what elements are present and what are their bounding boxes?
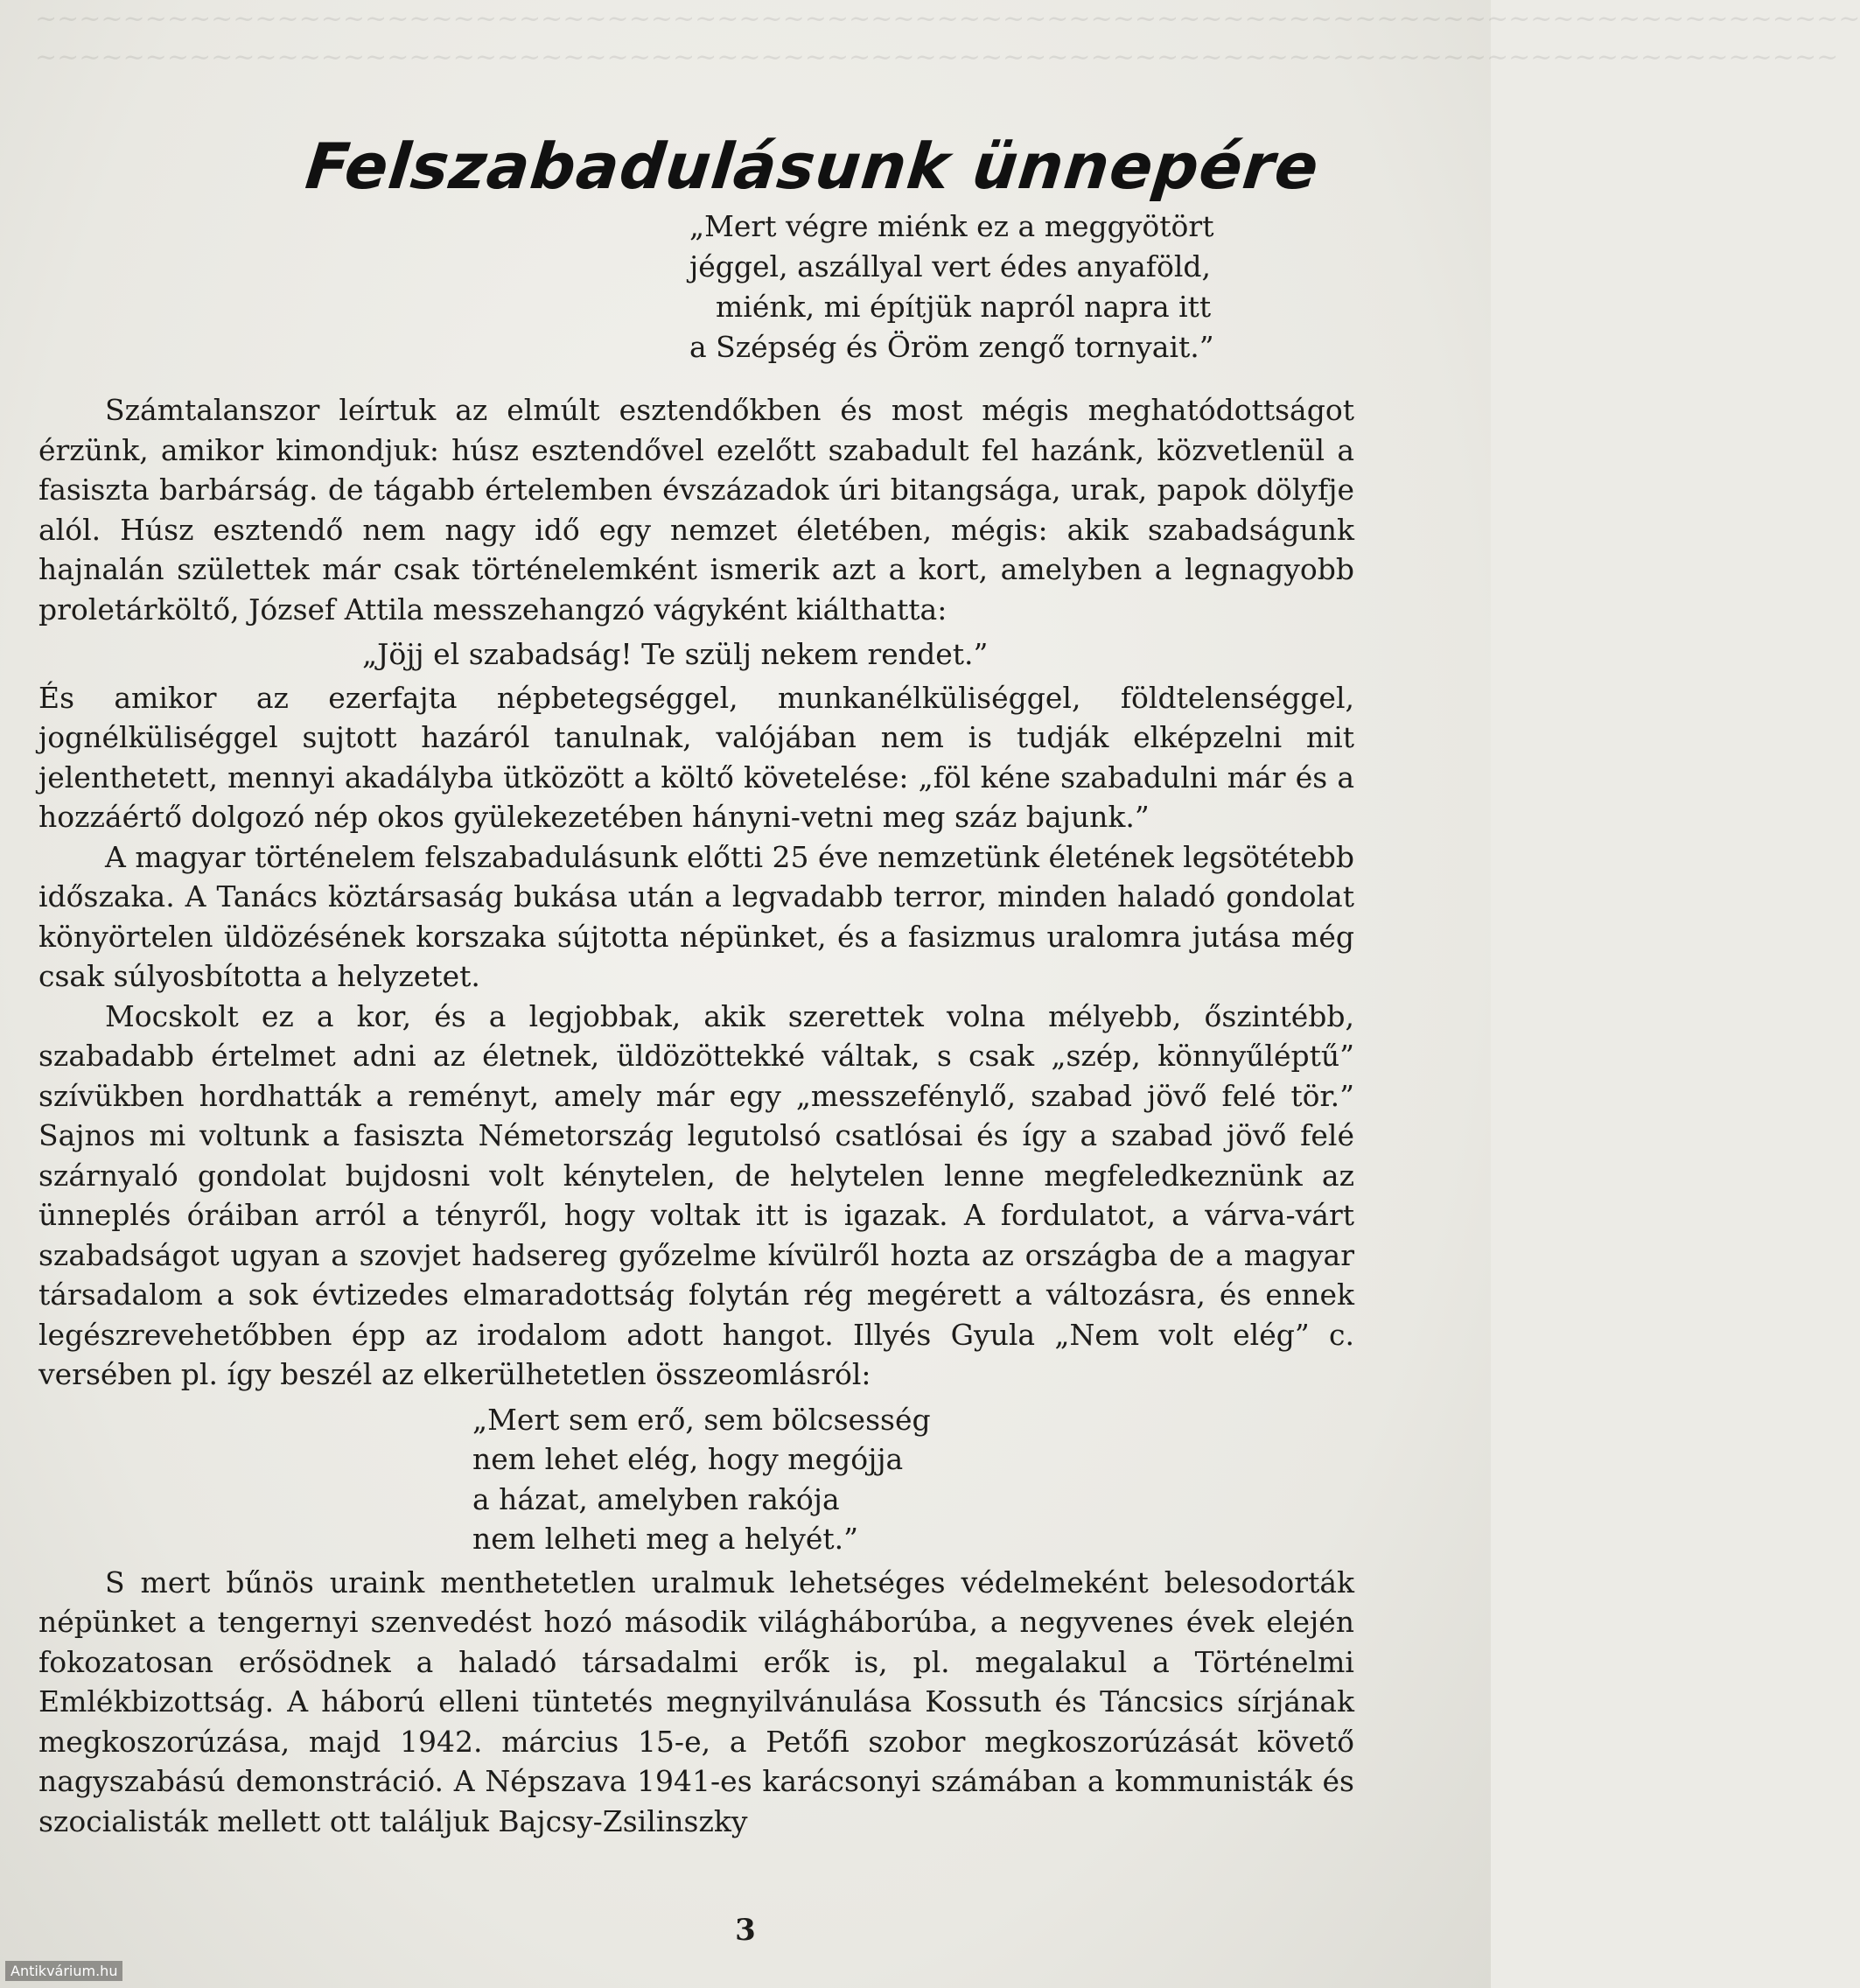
verse-line: „Mert sem erő, sem bölcsesség [472,1402,931,1437]
paragraph-3: A magyar történelem felszabadulásunk előtti 25 éve nemzetünk életének legsötétebb időszaka. A Tanács köztársaság bukása után a legvadabb terror, minden haladó gondolat könyörtelen üldözésének korszaka sújtotta népünket, és a fasizmus uralomra jutása még csak súlyosbította a helyzetet. [38,839,1354,993]
motto-line: „Mert végre miénk ez a meggyötört [689,209,1214,243]
page-number: 3 [735,1913,756,1948]
paragraph-5: S mert bűnös uraink menthetetlen uralmuk lehetséges védelmeként belesodorták népünket a tengernyi szenvedést hozó második világháborúba, a negyvenes évek elején fokozatosan erősödnek a haladó társadalmi erők is, pl. megalakul a Történelmi Emlékbizottság. A háború elleni tüntetés megnyilvánulása Kossuth és Táncsics sírjának megkoszorúzása, majd 1942. március 15-e, a Petőfi szobor megkoszorúzását követő nagyszabású demonstráció. A Népszava 1941-es karácsonyi számában a kommunisták és szocialisták mellett ott találjuk Bajcsy-Zsilinszky [38,1564,1354,1838]
motto-line: jéggel, aszállyal vert édes anyaföld, [689,249,1212,284]
article-title: Felszabadulásunk ünnepére [302,130,1323,204]
article-body [38,390,1354,1841]
quote-jozsef-attila: „Jöjj el szabadság! Te szülj nekem rendet.” [362,637,989,671]
watermark: Antikvárium.hu [5,1961,122,1981]
paragraph-1: Számtalanszor leírtuk az elmúlt esztendőkben és most mégis meghatódottságot érzünk, amikor kimondjuk: húsz esztendővel ezelőtt szabadult fel hazánk, közvetlenül a fasiszta barbárság. de tágabb értelemben évszázadok úri bitangsága, urak, papok dölyfje alól. Húsz esztendő nem nagy idő egy nemzet életében, mégis: akik szabadságunk hajnalán születtek már csak történelemként ismerik azt a kort, amelyben a legnagyobb proletárköltő, József Attila messzehangzó vágyként kiálthatta: [38,393,1354,626]
verse-line: nem lehet elég, hogy megójja [472,1442,904,1476]
paragraph-2: És amikor az ezerfajta népbetegséggel, munkanélküliséggel, földtelenséggel, jognélküliséggel sujtott hazáról tanulnak, valójában nem is tudják elképzelni mit jelenthetett, mennyi akadályba ütközött a költő követelése: „föl kéne szabadulni már és a hozzáértő dolgozó nép okos gyülekezetében hányni-vetni meg száz bajunk.” [38,680,1354,834]
verse-line: a házat, amelyben rakója [472,1481,840,1516]
paragraph-4: Mocskolt ez a kor, és a legjobbak, akik szerettek volna mélyebb, őszintébb, szabadabb értelmet adni az életnek, üldözöttekké váltak, s csak „szép, könnyűléptű” szívükben hordhatták a reményt, amely már egy „messzefénylő, szabad jövő felé tör.” Sajnos mi voltunk a fasiszta Németország legutolsó csatlósai és így a szabad jövő felé szárnyaló gondolat bujdosni volt kénytelen, de helytelen lenne megfeledkeznünk az ünneplés óráiban arról a tényről, hogy voltak itt is igazak. A fordulatot, a várva-várt szabadságot ugyan a szovjet hadsereg győzelme kívülről hozta az országba de a magyar társadalom a sok évtizedes elmaradottság folytán rég megérett a változásra, és ennek legészrevehetőbben épp az irodalom adott hangot. Illyés Gyula „Nem volt elég” c. versében pl. így beszél az elkerülhetetlen összeomlásról: [38,998,1354,1391]
verse-illyes [38,1400,1354,1559]
motto-quote [689,206,1319,368]
verse-line: nem lelheti meg a helyét.” [472,1522,859,1556]
motto-line: a Szépség és Öröm zengő tornyait.” [689,330,1214,364]
motto-line: miénk, mi építjük napról napra itt [716,290,1212,324]
bleed-through-text: ~~~~~~~~~~~~~~~~~~~~~~~~~~~~~~~~~~~~~~~~~~~~~~~~~~~~~~~~~~~~~~~~~~~~~~~~~~~~~~~~~~~ ~~~~~~~~~~~~~~~~~~~~~~~~~~~~~~~~~~~~~~~~~~~~~~~~~~~~~~~~~~~~~~~~~~~~~~~~~~~~~~~~~~ [35,4,1860,73]
